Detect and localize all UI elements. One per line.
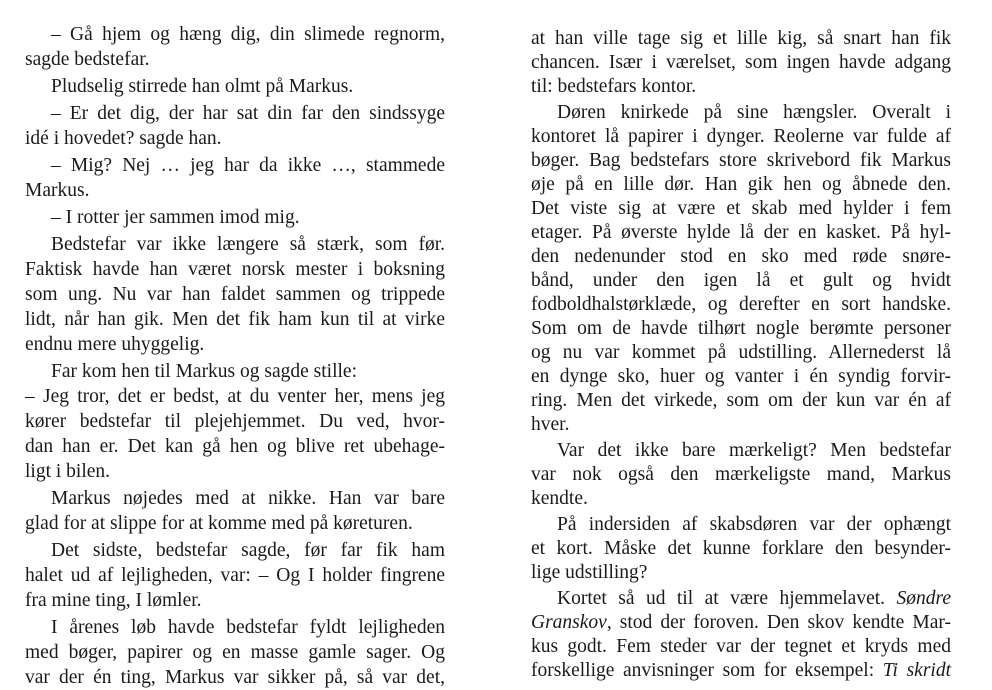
text-line: kører bedstefar til plejehjemmet. Du ved, hvor- [25,411,445,432]
text-line: en dynge sko, huer og vanter i én syndig forvir- [531,366,951,387]
text-run: , stod der foroven. Den skov kendte Mar- [606,612,951,633]
text-line: Som om de havde tilhørt nogle berømte personer [531,318,951,339]
text-line: chancen. Især i værelset, som ingen havde adgang [531,52,951,73]
text-line: Markus nøjedes med at nikke. Han var bare [51,488,445,509]
text-line: ligt i bilen. [25,461,111,482]
text-line: I årenes løb havde bedstefar fyldt lejligheden [51,617,445,638]
text-line: Markus. [25,180,90,201]
text-line: Bedstefar var ikke længere så stærk, som før. [51,234,445,255]
text-line: fra mine ting, I lømler. [25,590,202,611]
text-line: den nedenunder stod en sko med røde snøre- [531,246,951,267]
text-line: sagde bedstefar. [25,49,150,70]
text-line: – Gå hjem og hæng dig, din slimede regnorm, [51,24,445,45]
text-line: endnu mere uhyggelig. [25,334,205,355]
text-line: var nok også den mærkeligste mand, Markus [531,464,951,485]
text-line: til: bedstefars kontor. [531,76,697,97]
italic-place-name: Søndre [896,588,952,609]
text-line: dan han er. Det kan gå hen og blive ret ubehage- [25,436,445,457]
text-line: lidt, når han gik. Men det fik ham kun til at virke [25,309,445,330]
text-line: etager. På øverste hylde lå der en kasket. På hyl- [531,222,951,243]
text-line: at han ville tage sig et lille kig, så snart han fik [531,28,951,49]
text-line: – Mig? Nej … jeg har da ikke …, stammede [51,155,445,176]
text-line: fodboldhalstørklæde, og derefter en sort handske. [531,294,951,315]
text-line: kus godt. Fem steder var der tegnet et kryds med [531,636,951,657]
text-line [531,658,951,683]
text-line: som ung. Nu var han faldet sammen og trippede [25,284,445,305]
text-line: Det sidste, bedstefar sagde, før far fik ham [51,540,445,561]
text-line: – I rotter jer sammen imod mig. [51,207,300,228]
italic-place-name: Granskov [531,612,607,633]
text-line: Døren knirkede på sine hængsler. Overalt i [557,102,951,123]
text-line: med bøger, papirer og en masse gamle sager. Og [25,642,445,663]
text-line: lige udstilling? [531,562,648,583]
text-line: Faktisk havde han været norsk mester i boksning [25,259,445,280]
text-line: Det viste sig at være et skab med hylder i fem [531,198,951,219]
text-line: var der én ting, Markus var sikker på, så var det, [25,667,445,688]
text-line: glad for at slippe for at komme med på køreturen. [25,513,413,534]
text-line: bøger. Bag bedstefars store skrivebord fik Markus [531,150,951,171]
text-line [531,610,951,635]
text-line: kendte. [531,488,588,509]
text-line: – Er det dig, der har sat din far den sindssyge [51,103,445,124]
text-run: Kortet så ud til at være hjemmelavet. [557,588,886,609]
text-line [531,586,951,611]
text-line: et kort. Måske det kunne forklare den besynder- [531,538,951,559]
text-line: øje på en lille dør. Han gik hen og åbnede den. [531,174,951,195]
text-line: – Jeg tror, det er bedst, at du venter her, mens jeg [25,386,445,407]
text-run: forskellige anvisninger som for eksempel: [531,660,875,681]
text-line: halet ud af lejligheden, var: – Og I holder fingrene [25,565,445,586]
text-line: Pludselig stirrede han olmt på Markus. [51,76,354,97]
text-line: Far kom hen til Markus og sagde stille: [51,361,358,382]
text-line: hver. [531,414,570,435]
text-line: idé i hovedet? sagde han. [25,128,222,149]
text-line: bånd, under den igen lå et gult og hvidt [531,270,951,291]
text-line: På indersiden af skabsdøren var der ophængt [557,514,951,535]
text-line: Var det ikke bare mærkeligt? Men bedstefar [557,440,951,461]
text-line: kontoret lå papirer i dynger. Reolerne var fulde af [531,126,951,147]
text-line: og nu var kommet på udstilling. Allernederst lå [531,342,951,363]
italic-instruction: Ti skridt [882,660,952,681]
text-line: ring. Men det virkede, som om der kun var én af [531,390,951,411]
